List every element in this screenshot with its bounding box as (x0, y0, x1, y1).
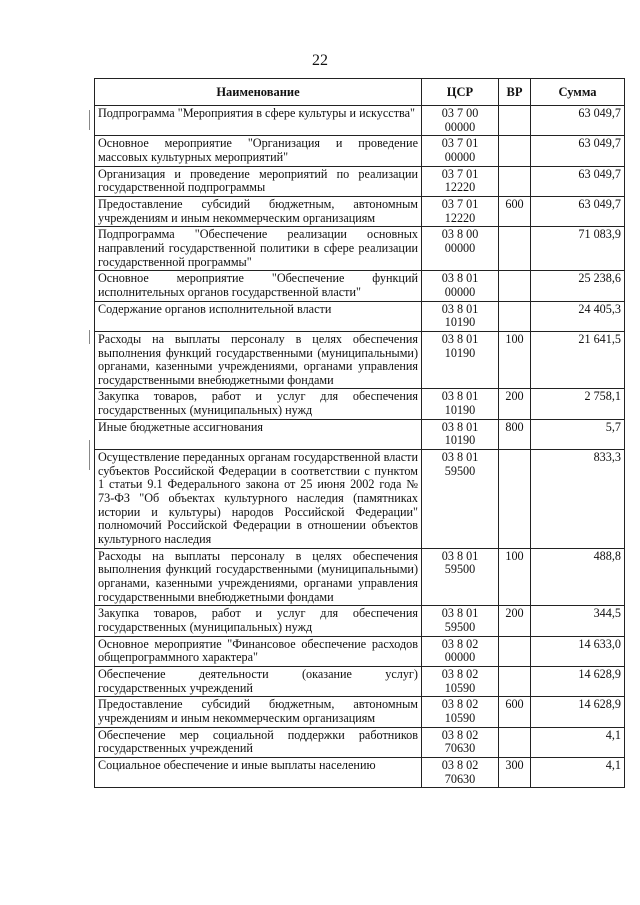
row-name: Закупка товаров, работ и услуг для обеспечения государственных (муниципальных) нужд (95, 389, 422, 419)
row-vr: 200 (499, 606, 531, 636)
table-body (95, 106, 625, 788)
margin-mark (89, 440, 90, 470)
row-csr-part2: 59500 (444, 619, 476, 634)
row-name: Иные бюджетные ассигнования (95, 419, 422, 449)
row-vr (499, 450, 531, 549)
row-vr (499, 301, 531, 331)
row-csr (422, 106, 499, 136)
row-vr (499, 636, 531, 666)
row-name: Предоставление субсидий бюджетным, автономным учреждениям и иным некоммерческим организациям (95, 697, 422, 727)
row-csr-part1: 03 8 02 (441, 727, 479, 742)
table-row (95, 106, 625, 136)
row-csr-part1: 03 8 01 (441, 271, 479, 286)
row-csr (422, 636, 499, 666)
table-row (95, 606, 625, 636)
row-name: Закупка товаров, работ и услуг для обеспечения государственных (муниципальных) нужд (95, 606, 422, 636)
row-csr-part2: 70630 (444, 741, 476, 756)
row-vr: 200 (499, 389, 531, 419)
row-csr-part2: 00000 (444, 240, 476, 255)
row-sum: 14 628,9 (531, 697, 625, 727)
row-csr-part1: 03 8 01 (441, 548, 479, 563)
row-csr-part1: 03 8 01 (441, 450, 479, 465)
row-csr-part1: 03 8 00 (441, 227, 479, 242)
row-sum: 5,7 (531, 419, 625, 449)
row-csr (422, 727, 499, 757)
table-row (95, 757, 625, 787)
row-csr (422, 757, 499, 787)
table-row (95, 196, 625, 226)
row-vr (499, 106, 531, 136)
row-csr-part1: 03 8 02 (441, 636, 479, 651)
table-row (95, 727, 625, 757)
row-csr-part1: 03 8 01 (441, 331, 479, 346)
row-vr: 100 (499, 331, 531, 389)
row-csr-part2: 00000 (444, 650, 476, 665)
row-csr-part2: 00000 (444, 149, 476, 164)
row-name: Расходы на выплаты персоналу в целях обеспечения выполнения функций государственными (муниципальными) органами, казенными учреждениями, органами управления государственными внебюджетными фондами (95, 331, 422, 389)
row-vr: 600 (499, 196, 531, 226)
row-csr-part1: 03 7 01 (441, 196, 479, 211)
row-csr-part2: 59500 (444, 463, 476, 478)
row-csr (422, 606, 499, 636)
row-name: Обеспечение деятельности (оказание услуг) государственных учреждений (95, 666, 422, 696)
table-row (95, 331, 625, 389)
header-name: Наименование (95, 79, 422, 106)
header-vr: ВР (499, 79, 531, 106)
page-number: 22 (312, 52, 328, 69)
row-csr-part2: 10190 (444, 345, 476, 360)
table-row (95, 697, 625, 727)
row-vr (499, 136, 531, 166)
row-name: Социальное обеспечение и иные выплаты населению (95, 757, 422, 787)
row-sum: 14 628,9 (531, 666, 625, 696)
row-csr-part2: 00000 (444, 284, 476, 299)
row-vr (499, 227, 531, 271)
row-csr-part2: 00000 (444, 119, 476, 134)
margin-mark (89, 110, 90, 130)
budget-table (94, 78, 625, 788)
row-name: Подпрограмма "Обеспечение реализации основных направлений государственной политики в сфере реализации государственной программы" (95, 227, 422, 271)
row-sum: 24 405,3 (531, 301, 625, 331)
row-vr (499, 166, 531, 196)
row-sum: 4,1 (531, 727, 625, 757)
row-csr-part1: 03 8 02 (441, 697, 479, 712)
row-csr-part2: 10190 (444, 315, 476, 330)
row-vr: 300 (499, 757, 531, 787)
row-csr (422, 301, 499, 331)
table-row (95, 301, 625, 331)
row-csr (422, 136, 499, 166)
row-sum: 25 238,6 (531, 271, 625, 301)
row-csr-part1: 03 8 01 (441, 606, 479, 621)
row-csr (422, 548, 499, 606)
row-csr (422, 331, 499, 389)
row-name: Осуществление переданных органам государственной власти субъектов Российской Федерации в соответствии с пунктом 1 статьи 9.1 Федерального закона от 25 июня 2002 года № 73-ФЗ "Об объектах культурного наследия (памятниках истории и культуры) народов Российской Федерации" полномочий Российской Федерации в отношении объектов культурного наследия (95, 450, 422, 549)
row-name: Основное мероприятие "Обеспечение функций исполнительных органов государственной власти" (95, 271, 422, 301)
row-name: Организация и проведение мероприятий по реализации государственной подпрограммы (95, 166, 422, 196)
row-sum: 71 083,9 (531, 227, 625, 271)
row-vr (499, 727, 531, 757)
row-csr (422, 196, 499, 226)
table-row (95, 227, 625, 271)
row-name: Содержание органов исполнительной власти (95, 301, 422, 331)
table-header-row (95, 79, 625, 106)
row-csr (422, 227, 499, 271)
row-csr-part1: 03 7 01 (441, 136, 479, 151)
row-csr-part1: 03 8 01 (441, 419, 479, 434)
table-row (95, 548, 625, 606)
row-csr (422, 389, 499, 419)
header-sum: Сумма (531, 79, 625, 106)
row-sum: 63 049,7 (531, 196, 625, 226)
row-name: Расходы на выплаты персоналу в целях обеспечения выполнения функций государственными (муниципальными) органами, казенными учреждениями, органами управления государственными внебюджетными фондами (95, 548, 422, 606)
row-sum: 63 049,7 (531, 166, 625, 196)
row-vr: 600 (499, 697, 531, 727)
row-sum: 63 049,7 (531, 136, 625, 166)
row-csr-part1: 03 8 01 (441, 389, 479, 404)
row-csr (422, 166, 499, 196)
row-csr-part2: 10190 (444, 403, 476, 418)
row-sum: 344,5 (531, 606, 625, 636)
row-csr-part2: 59500 (444, 562, 476, 577)
row-csr-part2: 12220 (444, 180, 476, 195)
table-row (95, 136, 625, 166)
row-sum: 4,1 (531, 757, 625, 787)
row-vr (499, 666, 531, 696)
row-csr (422, 419, 499, 449)
row-csr-part1: 03 8 02 (441, 666, 479, 681)
table-row (95, 419, 625, 449)
row-name: Подпрограмма "Мероприятия в сфере культуры и искусства" (95, 106, 422, 136)
table-row (95, 271, 625, 301)
row-name: Предоставление субсидий бюджетным, автономным учреждениям и иным некоммерческим организациям (95, 196, 422, 226)
table-row (95, 389, 625, 419)
table-row (95, 666, 625, 696)
row-name: Основное мероприятие "Финансовое обеспечение расходов общепрограммного характера" (95, 636, 422, 666)
row-name: Основное мероприятие "Организация и проведение массовых культурных мероприятий" (95, 136, 422, 166)
row-csr (422, 450, 499, 549)
table-row (95, 636, 625, 666)
header-csr: ЦСР (422, 79, 499, 106)
row-csr-part1: 03 8 01 (441, 301, 479, 316)
row-vr: 100 (499, 548, 531, 606)
row-csr (422, 666, 499, 696)
row-sum: 14 633,0 (531, 636, 625, 666)
row-name: Обеспечение мер социальной поддержки работников государственных учреждений (95, 727, 422, 757)
row-vr (499, 271, 531, 301)
row-csr-part2: 10190 (444, 433, 476, 448)
row-csr (422, 271, 499, 301)
row-csr-part1: 03 7 00 (441, 106, 479, 120)
row-csr-part2: 12220 (444, 210, 476, 225)
margin-mark (89, 330, 90, 344)
row-sum: 21 641,5 (531, 331, 625, 389)
row-csr-part1: 03 8 02 (441, 757, 479, 772)
row-sum: 63 049,7 (531, 106, 625, 136)
row-sum: 833,3 (531, 450, 625, 549)
table-row (95, 166, 625, 196)
row-csr-part2: 10590 (444, 710, 476, 725)
table-row (95, 450, 625, 549)
row-csr-part1: 03 7 01 (441, 166, 479, 181)
row-sum: 2 758,1 (531, 389, 625, 419)
row-csr-part2: 70630 (444, 771, 476, 786)
row-vr: 800 (499, 419, 531, 449)
row-csr (422, 697, 499, 727)
row-sum: 488,8 (531, 548, 625, 606)
row-csr-part2: 10590 (444, 680, 476, 695)
